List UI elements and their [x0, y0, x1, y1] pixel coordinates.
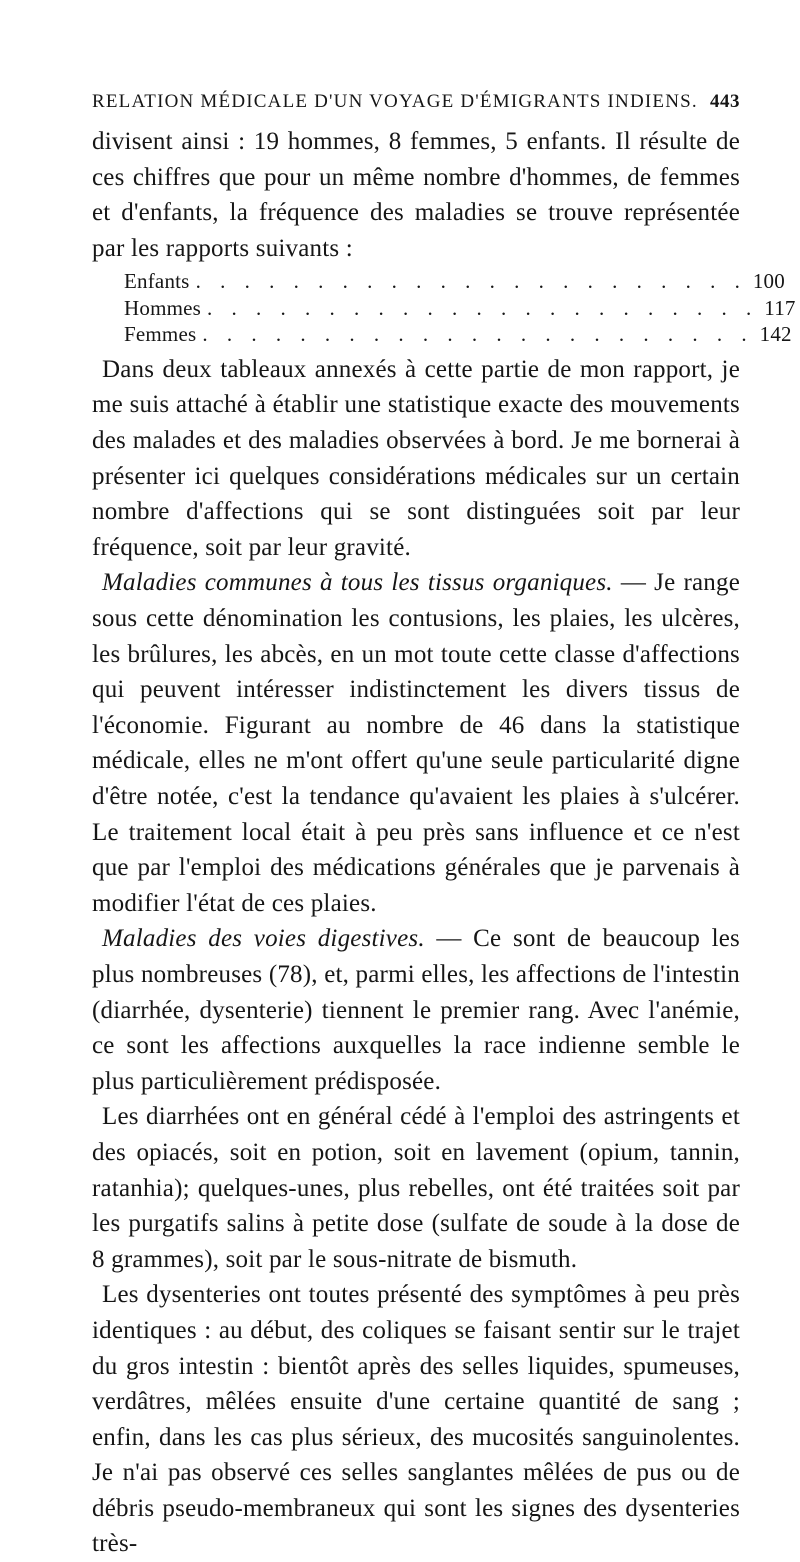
section-heading: Maladies des voies digestives.	[102, 925, 425, 953]
stat-label: Hommes	[124, 295, 202, 320]
running-title: RELATION MÉDICALE D'UN VOYAGE D'ÉMIGRANTS INDIENS.	[92, 91, 698, 112]
stat-row-enfants	[124, 268, 785, 295]
book-page	[92, 86, 796, 1562]
paragraph-6: Les dysenteries ont toutes présenté des symptômes à peu près identiques : au début, des coliques se faisant sentir sur le trajet du gros intestin : bientôt après des selles liquides, spumeuses, verdâtres, mêlées ensuite d'une certaine quantité de sang ; enfin, dans les cas plus sérieux, des mucosités sanguinolentes. Je n'ai pas observé ces selles sanglantes mêlées de pus ou de débris pseudo-membraneux qui sont les signes des dysenteries très-	[92, 1281, 740, 1558]
paragraph-5: Les diarrhées ont en général cédé à l'emploi des astringents et des opiacés, soit en potion, soit en lavement (opium, tannin, ratanhia); quelques-unes, plus rebelles, ont été traitées soit par les purgatifs salins à petite dose (sulfate de soude à la dose de 8 grammes), soit par le sous-nitrate de bismuth.	[92, 1103, 740, 1273]
page-number: 443	[710, 91, 740, 112]
stat-value: 100	[752, 269, 785, 294]
leader-dots: . . . . . . . . . . . . . . . . . . . . . . .	[202, 322, 754, 347]
stat-row-hommes	[124, 295, 796, 322]
stat-value: 117	[764, 295, 796, 320]
stat-value: 142	[759, 322, 792, 347]
paragraph-4	[92, 921, 740, 1099]
leader-dots: . . . . . . . . . . . . . . . . . . . . . . .	[207, 295, 759, 320]
stat-label: Femmes	[124, 322, 197, 347]
frequency-table	[124, 268, 796, 348]
stat-label: Enfants	[124, 269, 190, 294]
page-body	[92, 124, 796, 1562]
running-header	[92, 86, 740, 118]
paragraph-1: divisent ainsi : 19 hommes, 8 femmes, 5 enfants. Il résulte de ces chiffres que pour un même nombre d'hommes, de femmes et d'enfants, la fréquence des maladies se trouve représentée par les rapports suivants :	[92, 128, 740, 262]
paragraph-text: — Ce sont de beaucoup les plus nombreuses (78), et, parmi elles, les affections de l'intestin (diarrhée, dysenterie) tiennent le premier rang. Avec l'anémie, ce sont les affections auxquelles la race indienne semble le plus particulièrement prédisposée.	[92, 925, 740, 1095]
leader-dots: . . . . . . . . . . . . . . . . . . . . . . .	[195, 269, 747, 294]
paragraph-text: — Je range sous cette dénomination les contusions, les plaies, les ulcères, les brûlures, les abcès, en un mot toute cette classe d'affections qui peuvent intéresser indistinctement les divers tissus de l'économie. Figurant au nombre de 46 dans la statistique médicale, elles ne m'ont offert qu'une seule particularité digne d'être notée, c'est la tendance qu'avaient les plaies à s'ulcérer. Le traitement local était à peu près sans influence et ce n'est que par l'emploi des médications générales que je parvenais à modifier l'état de ces plaies.	[92, 569, 741, 917]
stat-row-femmes	[124, 321, 792, 348]
paragraph-2: Dans deux tableaux annexés à cette partie de mon rapport, je me suis attaché à établir une statistique exacte des mouvements des malades et des maladies observées à bord. Je me bornerai à présenter ici quelques considérations médicales sur un certain nombre d'affections qui se sont distinguées soit par leur fréquence, soit par leur gravité.	[92, 355, 740, 561]
section-heading: Maladies communes à tous les tissus organiques.	[102, 569, 613, 597]
paragraph-3	[92, 565, 740, 921]
